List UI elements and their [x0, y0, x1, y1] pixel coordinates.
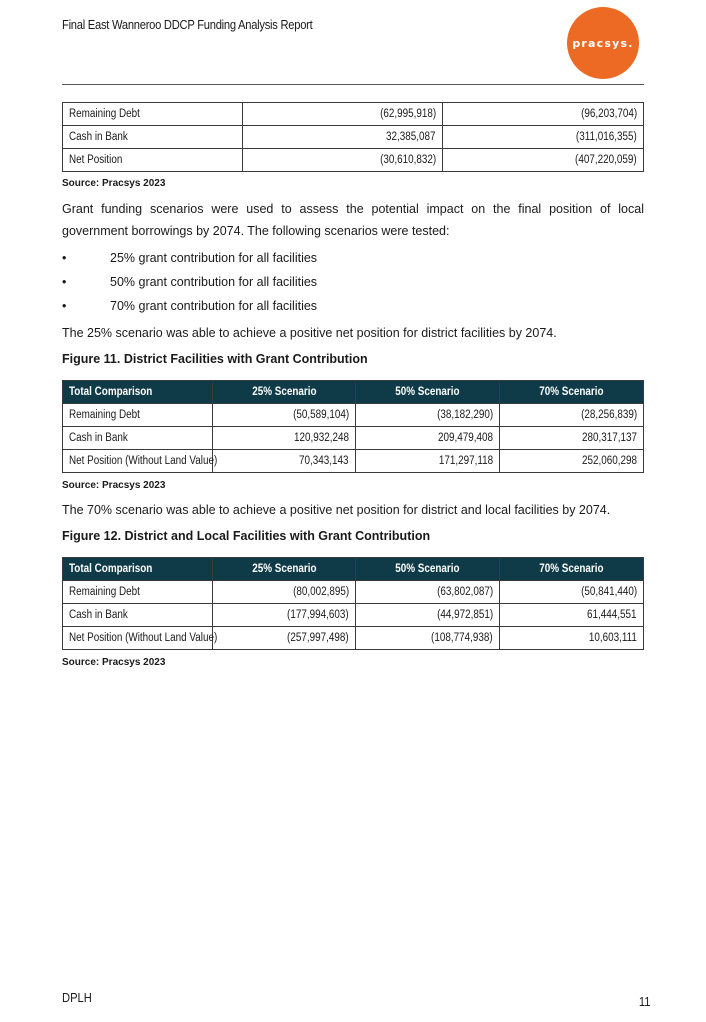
cell-value: 32,385,087	[243, 126, 443, 149]
cell-value: (50,841,440)	[500, 581, 644, 604]
row-label: Net Position (Without Land Value)	[63, 627, 213, 650]
table-row	[63, 404, 644, 427]
document-title: Final East Wanneroo DDCP Funding Analysis Report	[62, 17, 313, 32]
header-divider	[62, 84, 644, 85]
column-header: 70% Scenario	[500, 381, 644, 404]
column-header: 50% Scenario	[356, 558, 500, 581]
table-row	[63, 126, 644, 149]
table-row	[63, 604, 644, 627]
body-paragraph: Grant funding scenarios were used to assess the potential impact on the final position of local government borrowings by 2074. The following scenarios were tested:	[62, 202, 644, 238]
row-label: Cash in Bank	[63, 126, 243, 149]
footer-organisation: DPLH	[62, 990, 92, 1005]
figure-11-title: Figure 11. District Facilities with Grant Contribution	[62, 352, 368, 366]
figure-12-title: Figure 12. District and Local Facilities with Grant Contribution	[62, 529, 431, 543]
row-label: Remaining Debt	[63, 404, 213, 427]
source-note: Source: Pracsys 2023	[62, 178, 166, 189]
page-number: 11	[638, 994, 650, 1009]
row-label: Net Position (Without Land Value)	[63, 450, 213, 473]
column-header: 50% Scenario	[356, 381, 500, 404]
cell-value: 171,297,118	[356, 450, 500, 473]
row-label: Remaining Debt	[63, 103, 243, 126]
cell-value: (407,220,059)	[443, 149, 644, 172]
column-header: 25% Scenario	[213, 381, 356, 404]
pracsys-logo	[567, 7, 639, 79]
source-note: Source: Pracsys 2023	[62, 480, 166, 491]
bullet-icon: •	[62, 275, 67, 289]
cell-value: (311,016,355)	[443, 126, 644, 149]
table-row	[63, 149, 644, 172]
row-label: Cash in Bank	[63, 427, 213, 450]
table-header-row	[63, 381, 644, 404]
figure-11-table	[62, 380, 644, 473]
cell-value: (257,997,498)	[213, 627, 356, 650]
cell-value: 70,343,143	[213, 450, 356, 473]
figure-12-table	[62, 557, 644, 650]
cell-value: (44,972,851)	[356, 604, 500, 627]
column-header: 25% Scenario	[213, 558, 356, 581]
column-header: Total Comparison	[63, 558, 213, 581]
cell-value: 61,444,551	[500, 604, 644, 627]
table-row	[63, 450, 644, 473]
cell-value: 252,060,298	[500, 450, 644, 473]
table-row	[63, 427, 644, 450]
cell-value: 280,317,137	[500, 427, 644, 450]
table-header-row	[63, 558, 644, 581]
cell-value: (108,774,938)	[356, 627, 500, 650]
cell-value: 209,479,408	[356, 427, 500, 450]
cell-value: 120,932,248	[213, 427, 356, 450]
row-label: Remaining Debt	[63, 581, 213, 604]
cell-value: (80,002,895)	[213, 581, 356, 604]
source-note: Source: Pracsys 2023	[62, 657, 166, 668]
column-header: Total Comparison	[63, 381, 213, 404]
cell-value: (38,182,290)	[356, 404, 500, 427]
row-label: Net Position	[63, 149, 243, 172]
table-row	[63, 103, 644, 126]
column-header: 70% Scenario	[500, 558, 644, 581]
cell-value: (96,203,704)	[443, 103, 644, 126]
cell-value: (177,994,603)	[213, 604, 356, 627]
cell-value: (62,995,918)	[243, 103, 443, 126]
table-row	[63, 581, 644, 604]
cell-value: (28,256,839)	[500, 404, 644, 427]
net-position-table	[62, 102, 644, 172]
table-row	[63, 627, 644, 650]
logo-text: pracsys.	[572, 36, 634, 50]
cell-value: 10,603,111	[500, 627, 644, 650]
bullet-icon: •	[62, 299, 67, 313]
cell-value: (30,610,832)	[243, 149, 443, 172]
body-paragraph: The 70% scenario was able to achieve a positive net position for district and local facilities by 2074.	[62, 503, 611, 517]
bullet-icon: •	[62, 251, 67, 265]
row-label: Cash in Bank	[63, 604, 213, 627]
cell-value: (63,802,087)	[356, 581, 500, 604]
body-paragraph: The 25% scenario was able to achieve a positive net position for district facilities by 2074.	[62, 326, 557, 340]
cell-value: (50,589,104)	[213, 404, 356, 427]
